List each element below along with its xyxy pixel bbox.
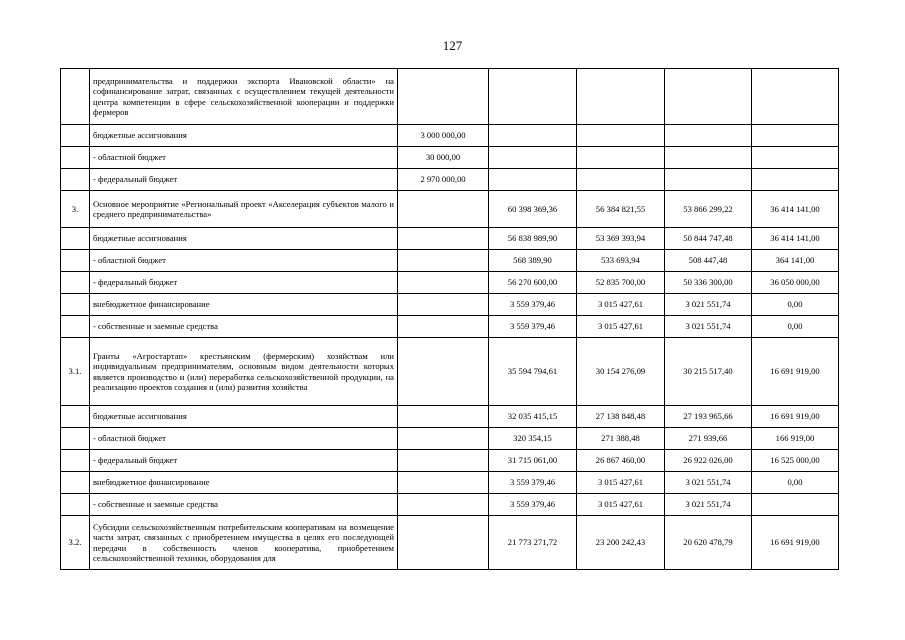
table-row xyxy=(61,147,839,169)
value-cell: 3 015 427,61 xyxy=(577,316,665,338)
value-cell xyxy=(577,69,665,125)
page-number: 127 xyxy=(442,38,463,53)
row-description: бюджетные ассигнования xyxy=(90,406,398,428)
row-number xyxy=(61,316,90,338)
value-cell: 271 939,66 xyxy=(665,428,752,450)
value-cell: 36 050 000,00 xyxy=(752,272,839,294)
value-cell xyxy=(489,69,577,125)
value-cell: 3 000 000,00 xyxy=(398,125,489,147)
value-cell xyxy=(752,147,839,169)
row-description: - областной бюджет xyxy=(90,147,398,169)
row-description: бюджетные ассигнования xyxy=(90,228,398,250)
value-cell: 3 559 379,46 xyxy=(489,294,577,316)
value-cell xyxy=(577,169,665,191)
row-description: бюджетные ассигнования xyxy=(90,125,398,147)
value-cell: 16 691 919,00 xyxy=(752,406,839,428)
value-cell xyxy=(398,472,489,494)
row-description: Основное мероприятие «Региональный проект «Акселерация субъектов малого и среднего предпринимательства» xyxy=(90,191,398,228)
value-cell: 3 015 427,61 xyxy=(577,294,665,316)
value-cell xyxy=(398,428,489,450)
table-row xyxy=(61,69,839,125)
row-number xyxy=(61,294,90,316)
value-cell: 50 844 747,48 xyxy=(665,228,752,250)
row-number xyxy=(61,428,90,450)
row-number xyxy=(61,272,90,294)
value-cell: 16 691 919,00 xyxy=(752,516,839,570)
row-number xyxy=(61,69,90,125)
value-cell xyxy=(665,125,752,147)
value-cell xyxy=(665,69,752,125)
value-cell xyxy=(752,169,839,191)
value-cell xyxy=(752,125,839,147)
row-description: - областной бюджет xyxy=(90,428,398,450)
value-cell xyxy=(398,250,489,272)
row-description: Субсидии сельскохозяйственным потребительским кооперативам на возмещение части затрат, связанных с приобретением имущества в целях его последующей передачи в собственность членов кооператива, приобретением сельскохозяйственной техники, оборудования для xyxy=(90,516,398,570)
row-number xyxy=(61,250,90,272)
value-cell: 166 919,00 xyxy=(752,428,839,450)
value-cell: 3 015 427,61 xyxy=(577,494,665,516)
value-cell: 52 835 700,00 xyxy=(577,272,665,294)
table-row xyxy=(61,450,839,472)
value-cell: 26 922 026,00 xyxy=(665,450,752,472)
value-cell: 3 015 427,61 xyxy=(577,472,665,494)
value-cell xyxy=(752,69,839,125)
value-cell xyxy=(398,191,489,228)
row-description: - федеральный бюджет xyxy=(90,272,398,294)
table-row xyxy=(61,472,839,494)
row-number xyxy=(61,125,90,147)
table-row xyxy=(61,516,839,570)
value-cell: 21 773 271,72 xyxy=(489,516,577,570)
row-number xyxy=(61,169,90,191)
row-number xyxy=(61,450,90,472)
value-cell: 31 715 061,00 xyxy=(489,450,577,472)
row-number xyxy=(61,494,90,516)
value-cell: 0,00 xyxy=(752,294,839,316)
value-cell: 20 620 478,79 xyxy=(665,516,752,570)
value-cell xyxy=(398,516,489,570)
row-number: 3.1. xyxy=(61,338,90,406)
table-row xyxy=(61,272,839,294)
value-cell: 32 035 415,15 xyxy=(489,406,577,428)
table-row xyxy=(61,406,839,428)
value-cell: 56 270 600,00 xyxy=(489,272,577,294)
table-row xyxy=(61,228,839,250)
value-cell: 30 215 517,40 xyxy=(665,338,752,406)
table-row xyxy=(61,428,839,450)
value-cell: 56 384 821,55 xyxy=(577,191,665,228)
value-cell: 320 354,15 xyxy=(489,428,577,450)
value-cell: 27 138 848,48 xyxy=(577,406,665,428)
value-cell xyxy=(398,450,489,472)
value-cell: 60 398 369,36 xyxy=(489,191,577,228)
row-description: - федеральный бюджет xyxy=(90,169,398,191)
value-cell: 508 447,48 xyxy=(665,250,752,272)
budget-table xyxy=(60,68,839,570)
row-description: - областной бюджет xyxy=(90,250,398,272)
table-row xyxy=(61,169,839,191)
table-row xyxy=(61,191,839,228)
value-cell: 0,00 xyxy=(752,472,839,494)
value-cell: 23 200 242,43 xyxy=(577,516,665,570)
value-cell: 3 559 379,46 xyxy=(489,316,577,338)
value-cell: 3 021 551,74 xyxy=(665,316,752,338)
row-description: - собственные и заемные средства xyxy=(90,494,398,516)
value-cell xyxy=(577,125,665,147)
value-cell: 3 559 379,46 xyxy=(489,494,577,516)
table-row xyxy=(61,338,839,406)
value-cell: 26 867 460,00 xyxy=(577,450,665,472)
value-cell: 3 021 551,74 xyxy=(665,294,752,316)
row-number: 3. xyxy=(61,191,90,228)
value-cell: 16 525 000,00 xyxy=(752,450,839,472)
row-description: - собственные и заемные средства xyxy=(90,316,398,338)
value-cell xyxy=(665,169,752,191)
value-cell: 533 693,94 xyxy=(577,250,665,272)
table-row xyxy=(61,316,839,338)
value-cell: 364 141,00 xyxy=(752,250,839,272)
value-cell: 27 193 965,66 xyxy=(665,406,752,428)
value-cell xyxy=(398,338,489,406)
value-cell xyxy=(398,294,489,316)
value-cell: 2 970 000,00 xyxy=(398,169,489,191)
value-cell: 0,00 xyxy=(752,316,839,338)
value-cell xyxy=(398,494,489,516)
value-cell: 50 336 300,00 xyxy=(665,272,752,294)
row-number xyxy=(61,472,90,494)
value-cell xyxy=(577,147,665,169)
table-row xyxy=(61,125,839,147)
row-description: внебюджетное финансирование xyxy=(90,472,398,494)
value-cell xyxy=(398,316,489,338)
value-cell: 568 389,90 xyxy=(489,250,577,272)
value-cell: 35 594 794,61 xyxy=(489,338,577,406)
row-number xyxy=(61,406,90,428)
value-cell xyxy=(398,406,489,428)
value-cell xyxy=(489,125,577,147)
value-cell: 53 369 393,94 xyxy=(577,228,665,250)
value-cell: 271 388,48 xyxy=(577,428,665,450)
value-cell xyxy=(665,147,752,169)
value-cell xyxy=(398,69,489,125)
row-description: предпринимательства и поддержки экспорта Ивановской области» на софинансирование затрат, связанных с осуществлением текущей деятельности центра компетенции в сфере сельскохозяйственной кооперации и поддержки фермеров xyxy=(90,69,398,125)
row-description: внебюджетное финансирование xyxy=(90,294,398,316)
value-cell: 36 414 141,00 xyxy=(752,191,839,228)
value-cell: 30 154 276,09 xyxy=(577,338,665,406)
row-description: - федеральный бюджет xyxy=(90,450,398,472)
value-cell xyxy=(489,147,577,169)
row-number: 3.2. xyxy=(61,516,90,570)
value-cell xyxy=(398,228,489,250)
row-description: Гранты «Агростартап» крестьянским (фермерским) хозяйствам или индивидуальным предпринимателям, основным видом деятельности которых является производство и (или) переработка сельскохозяйственной продукции, на реализацию проектов создания и (или) развития хозяйства xyxy=(90,338,398,406)
row-number xyxy=(61,228,90,250)
row-number xyxy=(61,147,90,169)
table-row xyxy=(61,494,839,516)
value-cell xyxy=(398,272,489,294)
value-cell: 30 000,00 xyxy=(398,147,489,169)
value-cell: 3 021 551,74 xyxy=(665,494,752,516)
table-row xyxy=(61,294,839,316)
value-cell xyxy=(489,169,577,191)
value-cell: 3 021 551,74 xyxy=(665,472,752,494)
value-cell xyxy=(752,494,839,516)
value-cell: 16 691 919,00 xyxy=(752,338,839,406)
value-cell: 36 414 141,00 xyxy=(752,228,839,250)
value-cell: 53 866 299,22 xyxy=(665,191,752,228)
value-cell: 56 838 989,90 xyxy=(489,228,577,250)
table-row xyxy=(61,250,839,272)
value-cell: 3 559 379,46 xyxy=(489,472,577,494)
